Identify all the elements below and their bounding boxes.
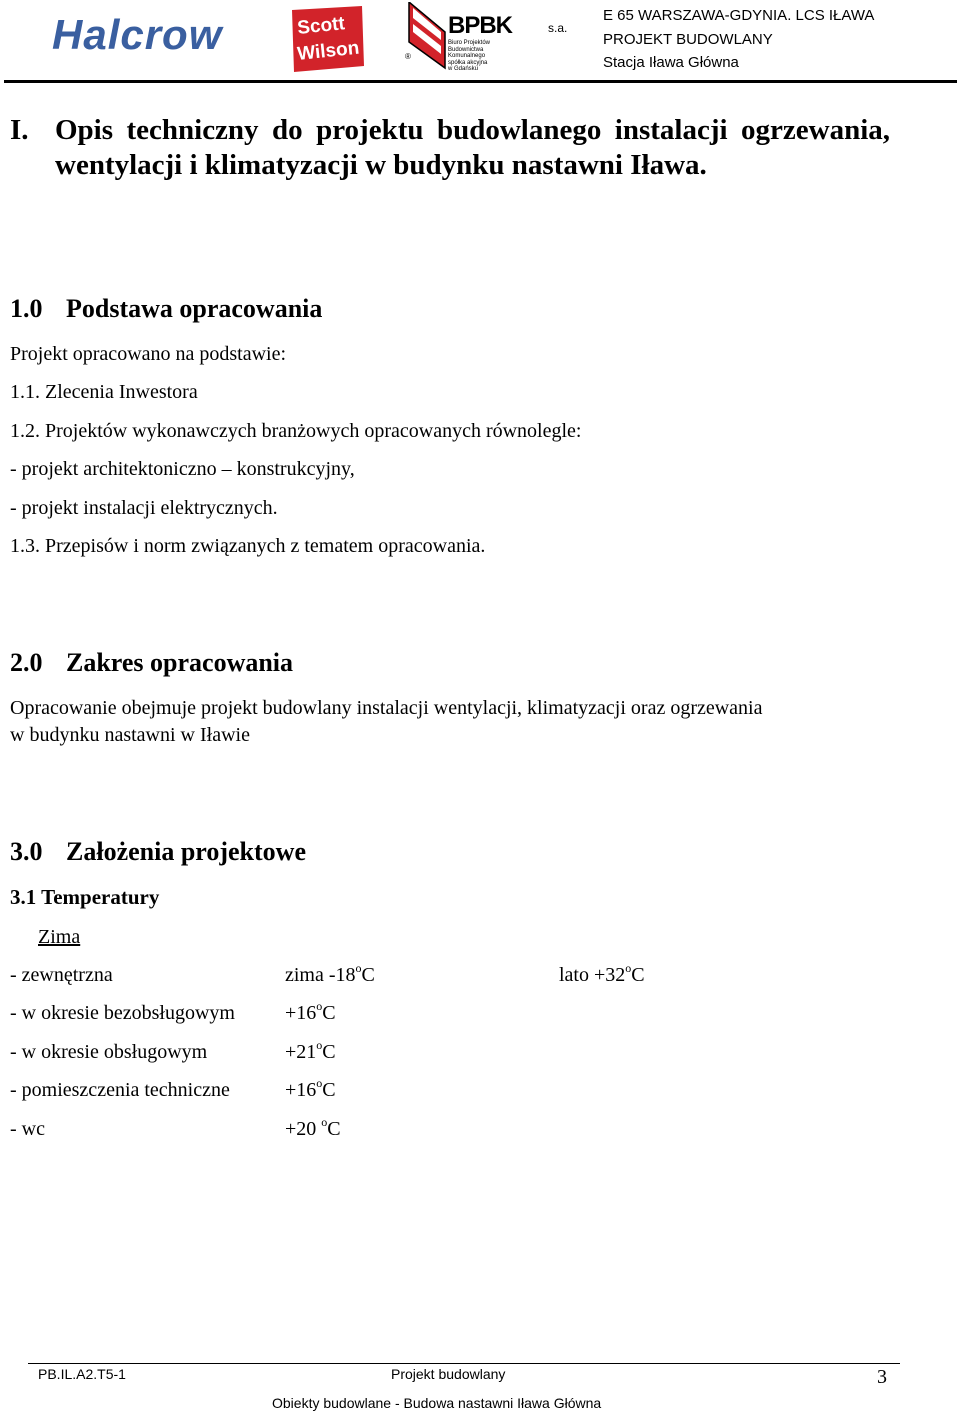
footer-subtitle: Obiekty budowlane - Budowa nastawni Iława Główna — [272, 1395, 602, 1411]
header-project-info — [603, 4, 874, 75]
header-line-1: E 65 WARSZAWA-GDYNIA. LCS IŁAWA — [603, 7, 875, 24]
temp-row-value: $+21^oC$ — [285, 1038, 336, 1063]
bpbk-small-lines: Biuro Projektów Budownictwa Komunalnego spółka akcyjna w Gdańsku — [448, 40, 491, 72]
section-1-heading: 1.0 Podstawa opracowania — [10, 294, 323, 323]
temp-row-value: zima -18$^o$C — [285, 961, 375, 986]
footer-code: PB.IL.A2.T5-1 — [38, 1366, 126, 1382]
section-1-item: 1.2. Projektów wykonawczych branżowych opracowanych równolegle: — [10, 420, 582, 442]
section-1-item: 1.1. Zlecenia Inwestora — [10, 381, 198, 403]
season-label: Zima — [38, 926, 81, 948]
section-1-item: - projekt architektoniczno – konstrukcyjny, — [10, 458, 355, 480]
bpbk-logo-text: BPBK — [448, 12, 513, 39]
section-2-text-line-1: Opracowanie obejmuje projekt budowlany instalacji wentylacji, klimatyzacji oraz ogrzewania — [10, 697, 763, 719]
temp-row-label: - pomieszczenia techniczne — [10, 1079, 230, 1101]
temp-row-value: $+16^oC$ — [285, 999, 336, 1024]
halcrow-logo: Halcrow — [52, 11, 223, 58]
document-title — [10, 113, 890, 183]
section-3-heading: 3.0 Założenia projektowe — [10, 837, 306, 866]
temp-row-label: - w okresie bezobsługowym — [10, 1002, 235, 1024]
temp-row-label: - wc — [10, 1118, 45, 1140]
temp-row-label: - zewnętrzna — [10, 964, 113, 986]
temp-row-value: $+16^oC$ — [285, 1076, 336, 1101]
registered-mark: ® — [405, 52, 411, 61]
header-line-2: PROJEKT BUDOWLANY — [603, 30, 773, 48]
title-number: I. — [10, 114, 29, 146]
scott-wilson-logo — [290, 6, 366, 72]
temp-row-label: - w okresie obsługowym — [10, 1041, 208, 1063]
section-2-text-line-2: w budynku nastawni w Iławie — [10, 724, 250, 746]
header-line-3: Stacja Iława Główna — [603, 54, 739, 71]
temp-row-extra: lato $+32^oC$ — [559, 961, 645, 986]
temp-row-value: +20 $^o$C — [285, 1115, 341, 1140]
footer-title: Projekt budowlany — [391, 1366, 506, 1382]
bpbk-suffix: s.a. — [548, 21, 568, 35]
page-number: 3 — [877, 1366, 887, 1388]
section-1-intro: Projekt opracowano na podstawie: — [10, 343, 287, 365]
header-divider — [4, 80, 957, 83]
section-1-item: - projekt instalacji elektrycznych. — [10, 497, 278, 519]
scott-text: Scott — [296, 13, 346, 39]
title-text: Opis techniczny do projektu budowlanego instalacji ogrzewania, wentylacji i klimatyzacji w budynku nastawni Iława. — [55, 114, 890, 181]
section-1-item: 1.3. Przepisów i norm związanych z tematem opracowania. — [10, 535, 486, 557]
section-2-heading: 2.0 Zakres opracowania — [10, 648, 294, 677]
wilson-text: Wilson — [296, 37, 361, 65]
subsection-heading: 3.1 Temperatury — [10, 885, 160, 909]
footer-divider — [28, 1363, 900, 1364]
